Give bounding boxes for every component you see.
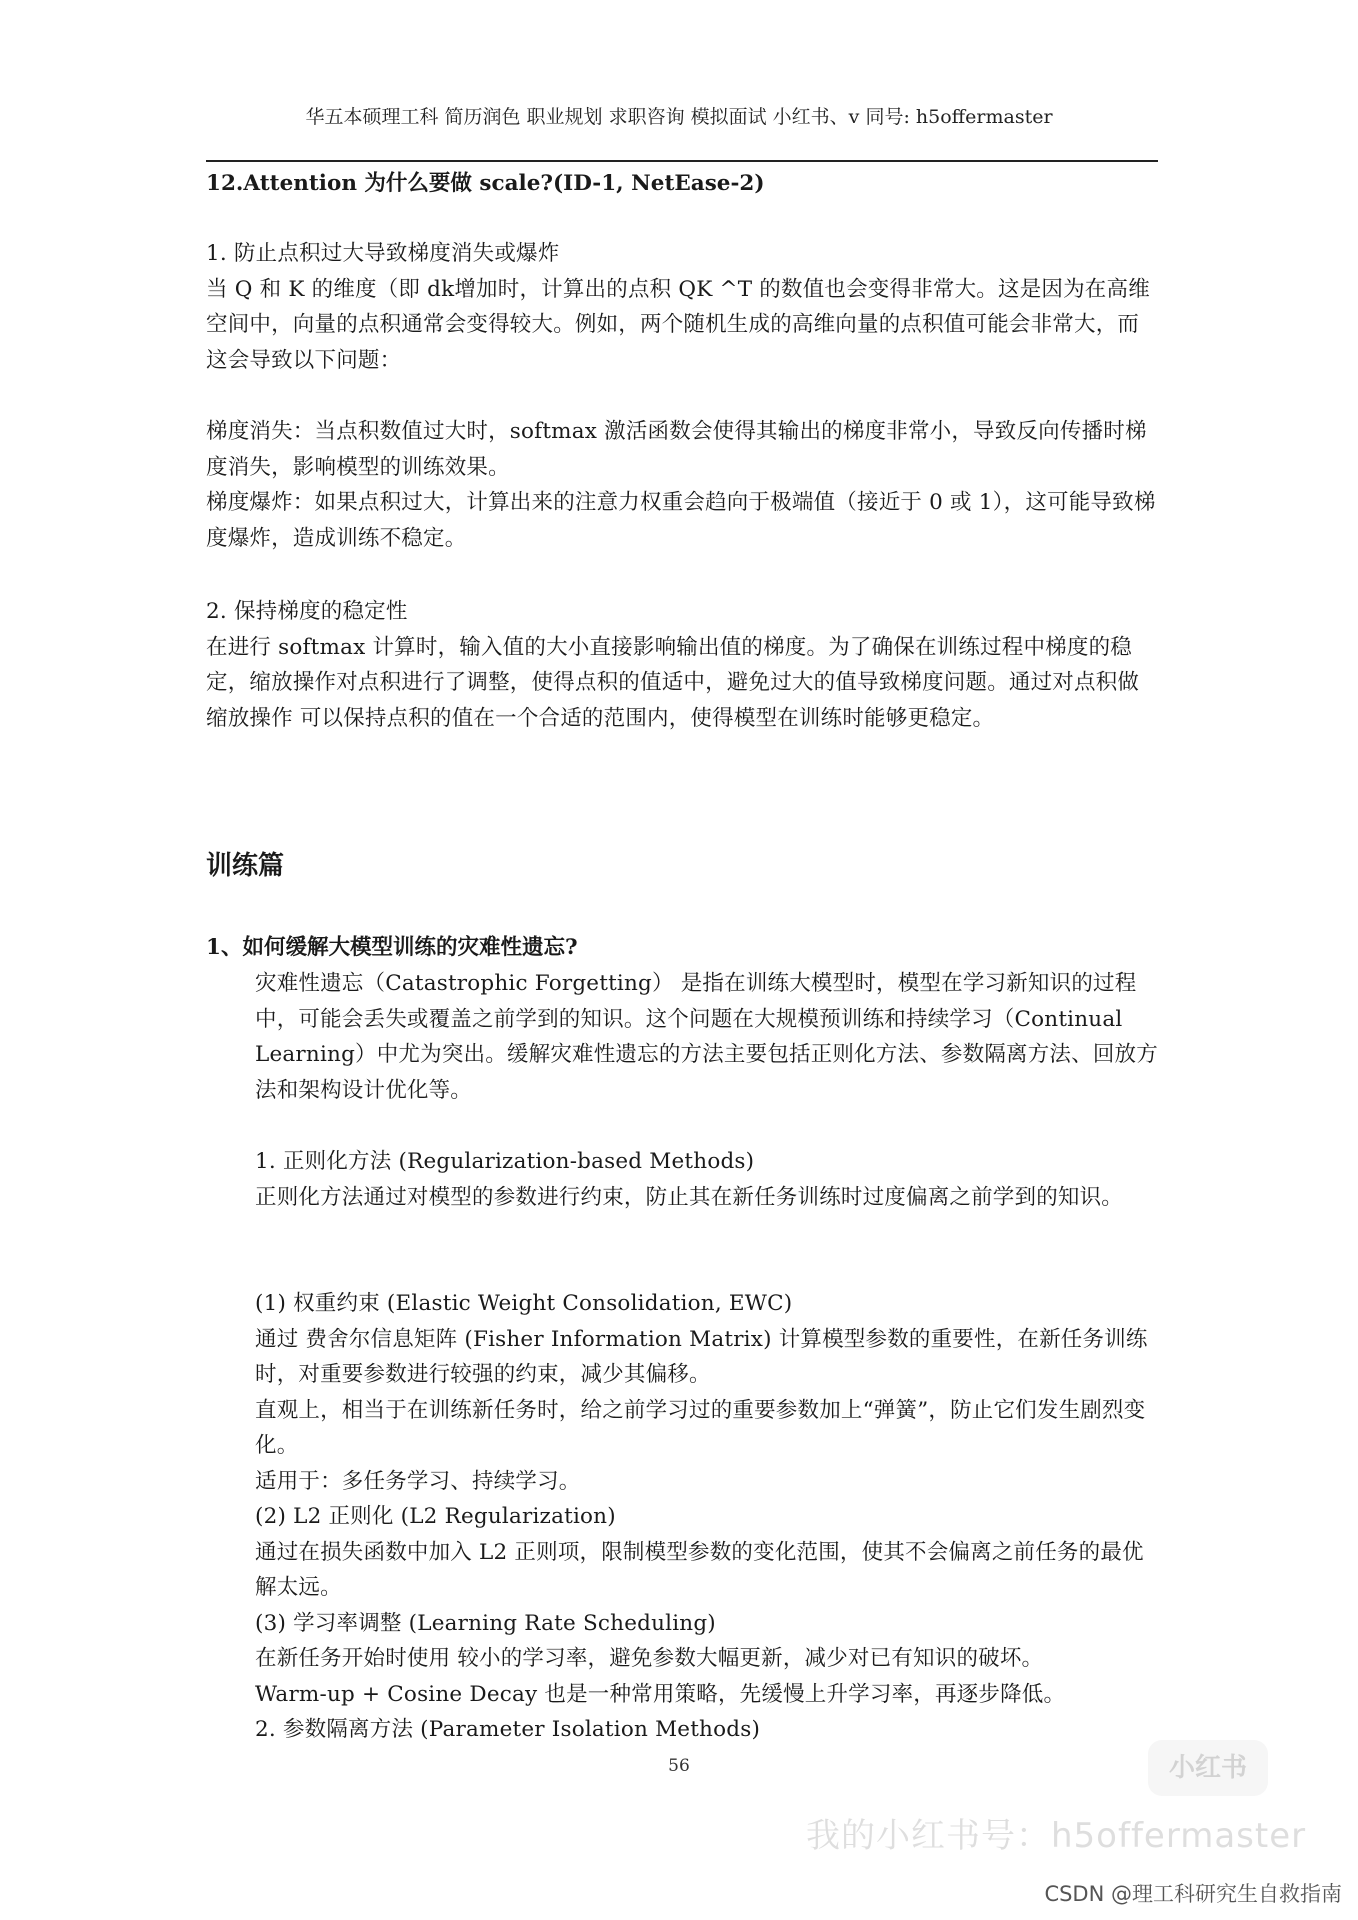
lr-body-1: 在新任务开始时使用 较小的学习率，避免参数大幅更新，减少对已有知识的破坏。 [255,1646,1044,1671]
method-1-body: 正则化方法通过对模型的参数进行约束，防止其在新任务训练时过度偏离之前学到的知识。 [255,1184,1124,1210]
q12-s1-body: 当 Q 和 K 的维度（即 dk增加时，计算出的点积 QK ^T 的数值也会变得非常大。这是因为在高维空间中，向量的点积通常会变得较大。例如，两个随机生成的高维向量的点积值可能会非常大，而这会导致以下问题： [206,276,1150,373]
q12-s1-heading: 1. 防止点积过大导致梯度消失或爆炸 [206,241,560,266]
q12-problems [206,414,1158,556]
method-details [255,1286,1160,1748]
l2-heading: (2) L2 正则化 (L2 Regularization) [255,1504,616,1529]
ewc-body-3: 适用于：多任务学习、持续学习。 [255,1468,581,1494]
q12-title-block [206,166,1158,201]
q12-section-2 [206,594,1158,736]
page-number: 56 [668,1756,690,1776]
lr-heading: (3) 学习率调整 (Learning Rate Scheduling) [255,1610,716,1636]
page-header: 华五本硕理工科 简历润色 职业规划 求职咨询 模拟面试 小红书、v 同号: h5offermaster [305,106,1053,128]
method-1 [255,1144,1160,1215]
xiaohongshu-watermark-logo: 小红书 [1148,1740,1268,1796]
method-2-heading: 2. 参数隔离方法 (Parameter Isolation Methods) [255,1717,761,1742]
q12-s2-body: 在进行 softmax 计算时，输入值的大小直接影响输出值的梯度。为了确保在训练过程中梯度的稳定，缩放操作对点积进行了调整，使得点积的值适中，避免过大的值导致梯度问题。通过对点积做缩放操作 可以保持点积的值在一个合适的范围内，使得模型在训练时能够更稳定。 [206,634,1140,731]
training-section-title: 训练篇 [206,851,285,881]
l2-body: 通过在损失函数中加入 L2 正则项，限制模型参数的变化范围，使其不会偏离之前任务的最优解太远。 [255,1539,1144,1600]
training-q1-title-block [206,930,1158,965]
ewc-body-2: 直观上，相当于在训练新任务时，给之前学习过的重要参数加上“弹簧”，防止它们发生剧烈变化。 [255,1397,1146,1458]
csdn-credit: CSDN @理工科研究生自救指南 [1044,1882,1342,1906]
ewc-heading: (1) 权重约束 (Elastic Weight Consolidation, EWC) [255,1291,793,1316]
lr-body-2: Warm-up + Cosine Decay 也是一种常用策略，先缓慢上升学习率，再逐步降低。 [255,1681,1066,1707]
header-rule [206,160,1158,162]
training-intro-text: 灾难性遗忘（Catastrophic Forgetting） 是指在训练大模型时，模型在学习新知识的过程中，可能会丢失或覆盖之前学到的知识。这个问题在大规模预训练和持续学习（Continual Learning）中尤为突出。缓解灾难性遗忘的方法主要包括正则化方法、参数隔离方法、回放方法和架构设计优化等。 [255,971,1158,1103]
watermark-text: 我的小红书号：h5offermaster [806,1816,1307,1856]
training-q1-title: 1、如何缓解大模型训练的灾难性遗忘? [206,935,578,960]
q12-s2-heading: 2. 保持梯度的稳定性 [206,599,408,624]
q12-section-1 [206,236,1158,378]
q12-title: 12.Attention 为什么要做 scale?(ID-1, NetEase-2) [206,171,765,196]
q12-gradient-vanish: 梯度消失：当点积数值过大时，softmax 激活函数会使得其输出的梯度非常小，导致反向传播时梯度消失，影响模型的训练效果。 [206,419,1147,480]
training-section-title-block [206,846,1158,886]
training-intro [255,966,1160,1108]
q12-gradient-explode: 梯度爆炸：如果点积过大，计算出来的注意力权重会趋向于极端值（接近于 0 或 1），这可能导致梯度爆炸，造成训练不稳定。 [206,490,1156,551]
ewc-body-1: 通过 费舍尔信息矩阵 (Fisher Information Matrix) 计算模型参数的重要性，在新任务训练时，对重要参数进行较强的约束，减少其偏移。 [255,1326,1148,1387]
method-1-heading: 1. 正则化方法 (Regularization-based Methods) [255,1149,755,1174]
